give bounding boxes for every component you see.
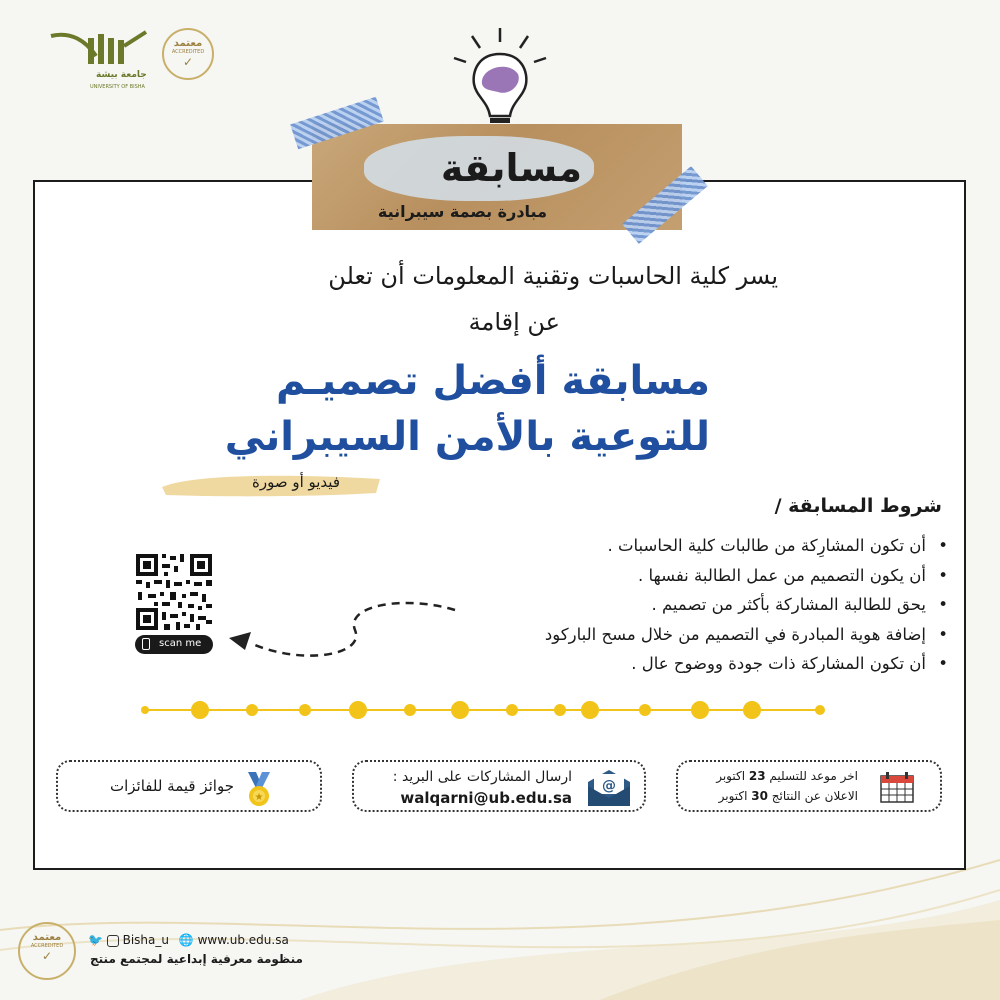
condition-item: • أن تكون المشارِكة من طالبات كلية الحاسبات . bbox=[545, 534, 926, 558]
footer-accreditation-label: معتمد bbox=[32, 932, 62, 943]
university-logo bbox=[46, 26, 156, 96]
accreditation-label: معتمد bbox=[173, 38, 203, 49]
calendar-icon bbox=[878, 770, 918, 806]
dot-divider bbox=[140, 697, 830, 723]
banner-title: مسابقة bbox=[440, 146, 582, 190]
scan-me-pill[interactable] bbox=[135, 635, 213, 654]
university-name-en: UNIVERSITY OF BISHA bbox=[90, 84, 145, 90]
footer-check-icon: ✓ bbox=[41, 949, 53, 963]
social-handle[interactable]: Bisha_u bbox=[122, 933, 169, 947]
headline-line-2: للتوعية بالأمن السيبراني bbox=[224, 414, 710, 460]
footer-tagline: منظومة معرفية إبداعية لمجتمع منتج bbox=[90, 952, 303, 966]
condition-item: • إضافة هوية المبادرة في التصميم من خلال مسح الباركود bbox=[545, 623, 926, 647]
instagram-icon[interactable] bbox=[107, 935, 119, 947]
palm-logo-icon bbox=[46, 26, 156, 74]
accreditation-seal bbox=[162, 28, 214, 80]
banner-paper bbox=[312, 124, 682, 230]
scan-me-label: scan me bbox=[159, 638, 202, 649]
conditions-list bbox=[545, 534, 926, 682]
condition-item: • أن يكون التصميم من عمل الطالبة نفسها . bbox=[545, 564, 926, 588]
intro-line-2: عن إقامة bbox=[468, 308, 560, 336]
check-icon: ✓ bbox=[182, 55, 194, 69]
medal-icon bbox=[244, 770, 274, 808]
condition-item: • أن تكون المشاركة ذات جودة ووضوح عال . bbox=[545, 652, 926, 676]
conditions-title: شروط المسابقة / bbox=[774, 495, 942, 517]
deadline-box bbox=[676, 760, 942, 812]
dashed-arrow bbox=[225, 600, 465, 670]
condition-item: • يحق للطالبة المشاركة بأكثر من تصميم . bbox=[545, 593, 926, 617]
footer-accreditation-sub: ACCREDITED bbox=[30, 943, 64, 949]
accreditation-sub: ACCREDITED bbox=[171, 49, 205, 55]
svg-text:★: ★ bbox=[254, 792, 264, 803]
prizes-label: جوائز قيمة للفائزات bbox=[109, 777, 234, 795]
banner-subtitle: مبادرة بصمة سيبرانية bbox=[377, 202, 547, 221]
phone-icon bbox=[142, 638, 150, 650]
university-name: جامعة بيشة bbox=[96, 70, 147, 80]
footer-accreditation-seal bbox=[18, 922, 76, 980]
email-address[interactable]: walqarni@ub.edu.sa bbox=[400, 789, 572, 807]
twitter-icon[interactable]: 🐦 bbox=[88, 933, 103, 947]
email-label: ارسال المشاركات على البريد : bbox=[392, 769, 572, 785]
headline-line-1: مسابقة أفضل تصميـم bbox=[275, 358, 710, 404]
email-box bbox=[352, 760, 646, 812]
intro-line-1: يسر كلية الحاسبات وتقنية المعلومات أن تعلن bbox=[328, 262, 778, 290]
format-label: فيديو أو صورة bbox=[251, 473, 340, 491]
deadline-line-1: اخر موعد للتسليم 23 اكتوبر bbox=[716, 769, 858, 783]
globe-icon: 🌐 bbox=[178, 933, 194, 947]
social-links bbox=[88, 933, 289, 947]
svg-text:@: @ bbox=[602, 778, 616, 794]
email-icon bbox=[584, 768, 634, 808]
deadline-line-2: الاعلان عن النتائج 30 اكتوبر bbox=[718, 789, 858, 803]
prizes-box bbox=[56, 760, 322, 812]
website-link[interactable]: www.ub.edu.sa bbox=[197, 933, 289, 947]
qr-code[interactable] bbox=[134, 552, 214, 632]
